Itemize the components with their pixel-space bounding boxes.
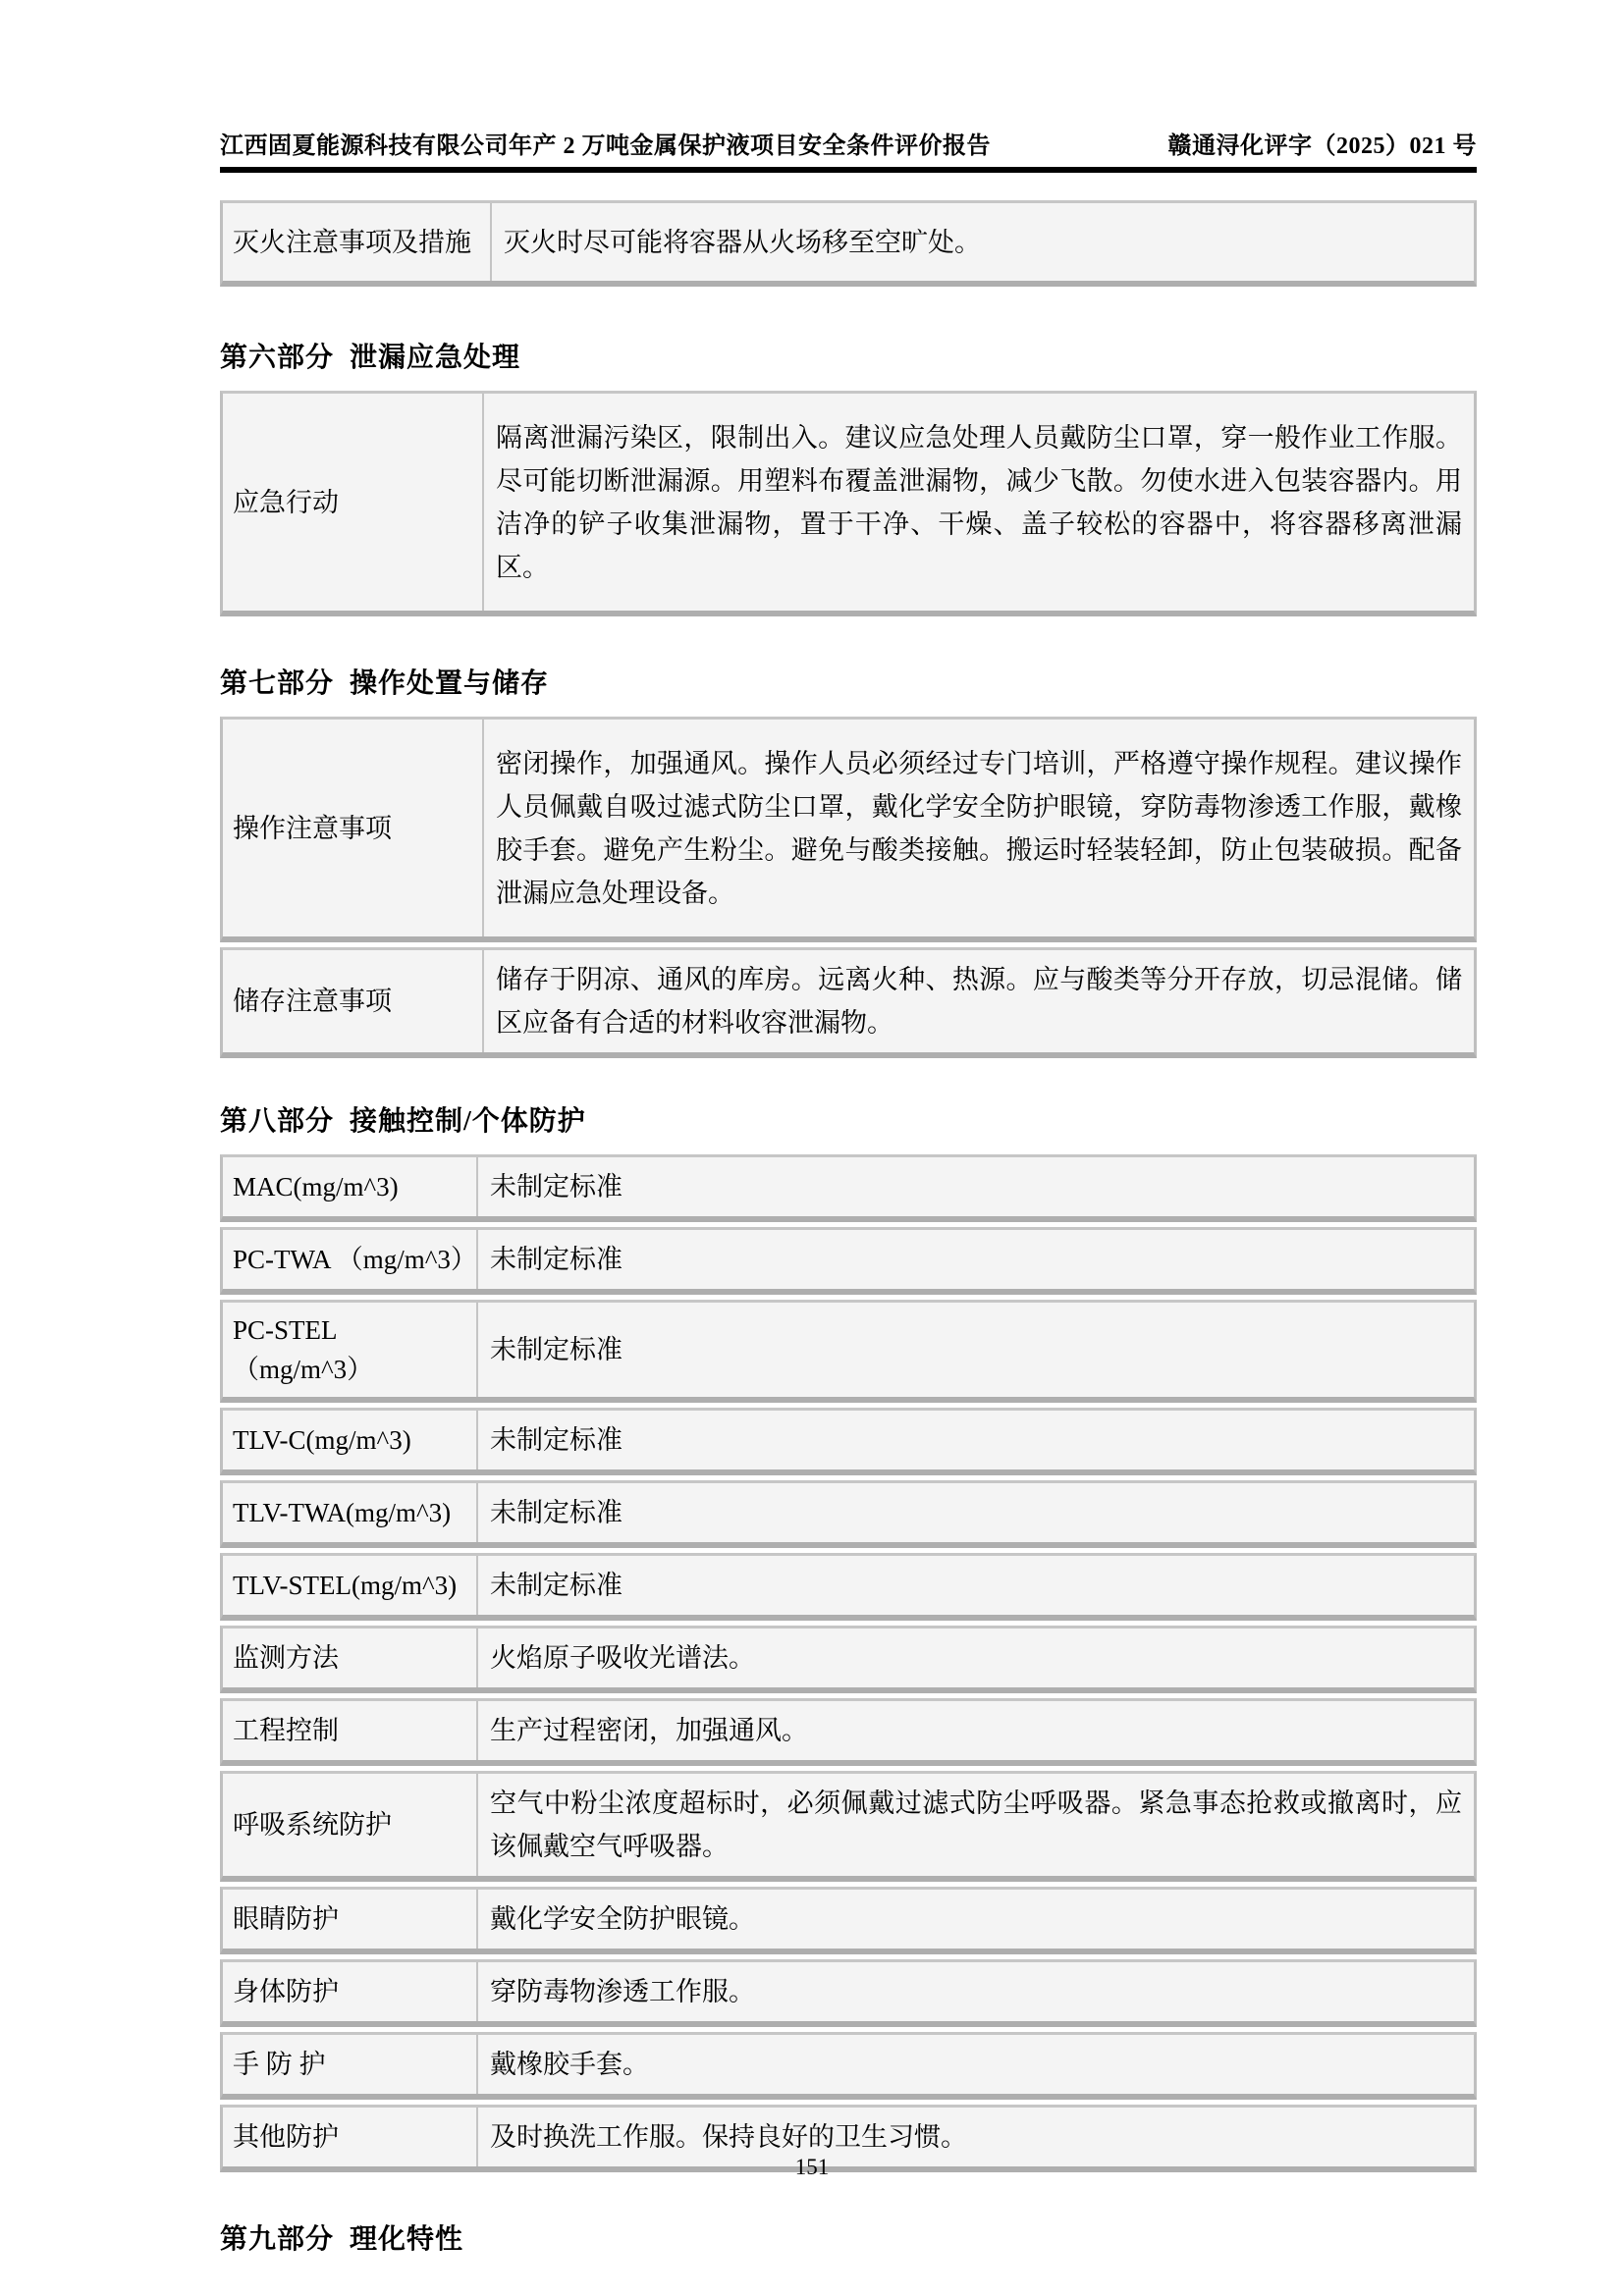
table-row	[220, 947, 1477, 1058]
row-label: 监测方法	[233, 1643, 339, 1673]
page-header	[220, 126, 1477, 160]
table-row	[220, 391, 1477, 616]
row-label: TLV-STEL(mg/m^3)	[233, 1571, 458, 1600]
section-heading-7	[220, 662, 1477, 701]
table-row	[220, 1408, 1477, 1475]
table-row	[220, 1227, 1477, 1295]
row-label: MAC(mg/m^3)	[233, 1172, 399, 1201]
section-number: 第七部分	[220, 668, 335, 699]
row-value	[476, 1774, 1474, 1876]
table-row	[220, 1480, 1477, 1548]
section-heading-6	[220, 336, 1477, 375]
section-heading-8	[220, 1099, 1477, 1139]
row-value-text: 生产过程密闭，加强通风。	[490, 1716, 808, 1745]
table-row	[220, 1771, 1477, 1882]
fire-fighting-table	[220, 200, 1477, 287]
row-value-text: 戴橡胶手套。	[490, 2050, 649, 2079]
row-value	[476, 1629, 1474, 1687]
section-heading-9	[220, 2217, 1477, 2257]
table-row	[220, 1553, 1477, 1621]
table-row	[220, 200, 1477, 287]
table-row	[220, 1698, 1477, 1766]
row-label: 储存注意事项	[233, 987, 392, 1016]
spill-response-table	[220, 391, 1477, 616]
handling-storage-table	[220, 717, 1477, 1058]
row-value	[476, 1962, 1474, 2021]
row-value-text: 储存于阴凉、通风的库房。远离火种、热源。应与酸类等分开存放，切忌混储。储区应备有合适的材料收容泄漏物。	[496, 965, 1462, 1038]
row-value-text: 穿防毒物渗透工作服。	[490, 1977, 755, 2006]
row-value	[476, 1701, 1474, 1760]
row-value-text: 未制定标准	[490, 1335, 623, 1364]
row-value	[476, 2035, 1474, 2094]
table-row	[220, 2032, 1477, 2100]
row-value	[476, 1157, 1474, 1216]
row-value-text: 未制定标准	[490, 1498, 623, 1527]
section-title: 理化特性	[350, 2224, 464, 2255]
row-label: PC-TWA （mg/m^3）	[233, 1245, 477, 1274]
row-value	[482, 720, 1474, 936]
row-value-text: 未制定标准	[490, 1245, 623, 1274]
row-label: 灭火注意事项及措施	[233, 227, 471, 257]
section-title: 泄漏应急处理	[350, 343, 521, 373]
row-value-text: 未制定标准	[490, 1425, 623, 1455]
row-value-text: 未制定标准	[490, 1571, 623, 1600]
table-row	[220, 1959, 1477, 2027]
row-label: 其他防护	[233, 2122, 339, 2152]
row-label: 手 防 护	[233, 2050, 326, 2079]
row-value-text: 空气中粉尘浓度超标时，必须佩戴过滤式防尘呼吸器。紧急事态抢救或撤离时，应该佩戴空气呼吸器。	[490, 1789, 1462, 1861]
section-title: 操作处置与储存	[350, 668, 550, 699]
table-row	[220, 1887, 1477, 1954]
table-row	[220, 1626, 1477, 1693]
table-row	[220, 1154, 1477, 1222]
page-number: 151	[794, 2155, 830, 2179]
row-value-text: 火焰原子吸收光谱法。	[490, 1643, 755, 1673]
section-title: 接触控制/个体防护	[350, 1106, 586, 1137]
row-label: TLV-TWA(mg/m^3)	[233, 1498, 452, 1527]
row-label: TLV-C(mg/m^3)	[233, 1425, 411, 1455]
row-value-text: 戴化学安全防护眼镜。	[490, 1904, 755, 1934]
section-number: 第六部分	[220, 343, 335, 373]
row-value-text: 灭火时尽可能将容器从火场移至空旷处。	[504, 227, 981, 257]
row-value	[476, 1890, 1474, 1949]
row-label: 呼吸系统防护	[233, 1810, 392, 1840]
row-label: PC-STEL （mg/m^3）	[233, 1315, 374, 1384]
row-label: 眼睛防护	[233, 1904, 339, 1934]
row-value	[476, 1230, 1474, 1289]
row-value	[476, 1483, 1474, 1542]
row-value	[490, 203, 1474, 281]
row-label: 身体防护	[233, 1977, 339, 2006]
section-number: 第八部分	[220, 1106, 335, 1137]
row-value-text: 及时换洗工作服。保持良好的卫生习惯。	[490, 2122, 967, 2152]
header-right-doc-number: 赣通浔化评字（2025）021 号	[1167, 133, 1477, 159]
row-label: 工程控制	[233, 1716, 339, 1745]
row-value-text: 密闭操作，加强通风。操作人员必须经过专门培训，严格遵守操作规程。建议操作人员佩戴自吸过滤式防尘口罩，戴化学安全防护眼镜，穿防毒物渗透工作服，戴橡胶手套。避免产生粉尘。避免与酸类接触。搬运时轻装轻卸，防止包装破损。配备泄漏应急处理设备。	[496, 748, 1462, 908]
header-rule	[220, 167, 1477, 173]
row-label: 操作注意事项	[233, 813, 392, 843]
row-value-text: 隔离泄漏污染区，限制出入。建议应急处理人员戴防尘口罩，穿一般作业工作服。尽可能切断泄漏源。用塑料布覆盖泄漏物，减少飞散。勿使水进入包装容器内。用洁净的铲子收集泄漏物，置于干净、干燥、盖子较松的容器中，将容器移离泄漏区。	[496, 422, 1462, 582]
section-number: 第九部分	[220, 2224, 335, 2255]
row-value	[482, 950, 1474, 1052]
row-value	[476, 1303, 1474, 1397]
exposure-control-table	[220, 1154, 1477, 2172]
row-label: 应急行动	[233, 487, 339, 517]
row-value	[476, 1411, 1474, 1469]
header-left-title: 江西固夏能源科技有限公司年产 2 万吨金属保护液项目安全条件评价报告	[220, 133, 991, 159]
row-value	[476, 1556, 1474, 1615]
table-row	[220, 717, 1477, 942]
table-row	[220, 1300, 1477, 1403]
row-value-text: 未制定标准	[490, 1172, 623, 1201]
row-value	[482, 394, 1474, 611]
